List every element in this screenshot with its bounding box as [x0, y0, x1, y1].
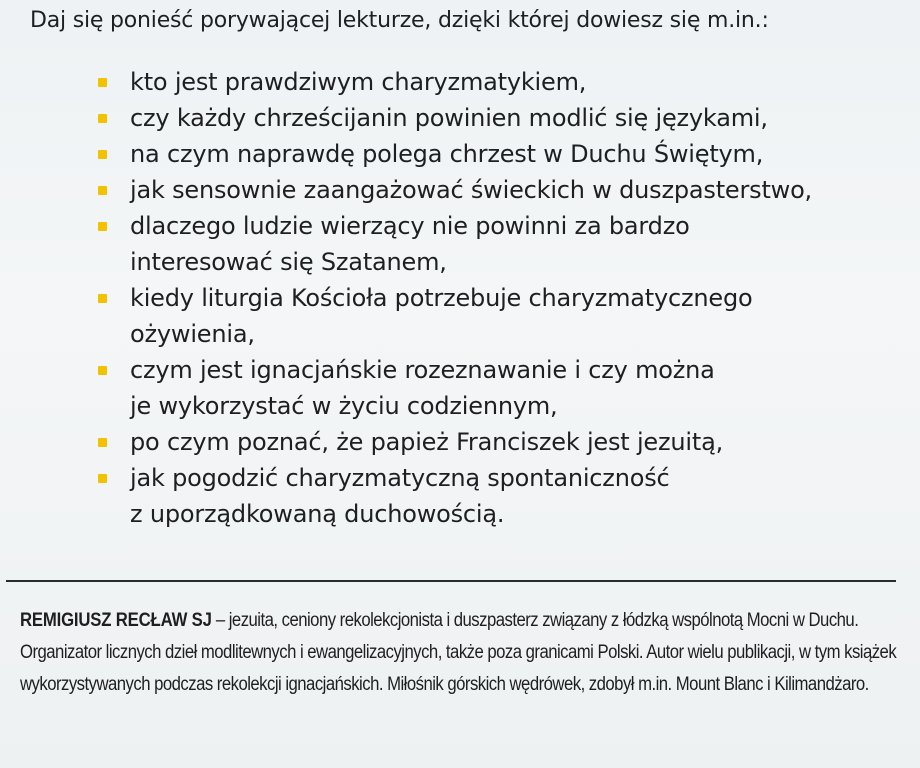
author-name: REMIGIUSZ RECŁAW SJ	[20, 610, 212, 631]
bullet-text: na czym naprawdę polega chrzest w Duchu Świętym,	[130, 140, 764, 168]
bullet-square-icon	[98, 78, 107, 87]
author-bio	[20, 605, 909, 701]
bullet-text: czym jest ignacjańskie rozeznawanie i czy można je wykorzystać w życiu codziennym,	[130, 356, 715, 420]
bullet-item	[96, 100, 812, 136]
bullet-square-icon	[98, 114, 107, 123]
bullet-item	[96, 208, 812, 280]
bullet-text: po czym poznać, że papież Franciszek jest jezuitą,	[130, 428, 724, 456]
intro-text: Daj się ponieść porywającej lekturze, dzięki której dowiesz się m.in.:	[30, 8, 769, 33]
bullet-item	[96, 424, 812, 460]
bullet-square-icon	[98, 150, 107, 159]
bullet-item	[96, 136, 812, 172]
bullet-text: czy każdy chrześcijanin powinien modlić się językami,	[130, 104, 768, 132]
bullet-text: kiedy liturgia Kościoła potrzebuje charyzmatycznego ożywienia,	[130, 284, 753, 348]
author-bio-text: – jezuita, ceniony rekolekcjonista i duszpasterz związany z łódzką wspólnotą Mocni w Duchu. Organizator licznych dzieł modlitewnych i ewangelizacyjnych, także poza granicami Polski. Autor wielu publikacji, w tym książek wykorzystywanych podczas rekolekcji ignacjańskich. Miłośnik górskich wędrówek, zdobył m.in. Mount Blanc i Kilimandżaro.	[20, 610, 897, 695]
bullet-item	[96, 64, 812, 100]
bullet-item	[96, 172, 812, 208]
bullet-square-icon	[98, 366, 107, 375]
bullet-item	[96, 280, 812, 352]
bullet-square-icon	[98, 222, 107, 231]
bullet-text: jak pogodzić charyzmatyczną spontaniczność z uporządkowaną duchowością.	[130, 464, 670, 528]
bullet-item	[96, 460, 812, 532]
bullet-square-icon	[98, 186, 107, 195]
bullet-square-icon	[98, 474, 107, 483]
bullet-text: dlaczego ludzie wierzący nie powinni za bardzo interesować się Szatanem,	[130, 212, 690, 276]
bullet-text: jak sensownie zaangażować świeckich w duszpasterstwo,	[130, 176, 812, 204]
bullet-square-icon	[98, 294, 107, 303]
section-divider	[6, 580, 896, 582]
bullet-list	[96, 64, 812, 532]
bullet-item	[96, 352, 812, 424]
bullet-text: kto jest prawdziwym charyzmatykiem,	[130, 68, 587, 96]
bullet-square-icon	[98, 438, 107, 447]
